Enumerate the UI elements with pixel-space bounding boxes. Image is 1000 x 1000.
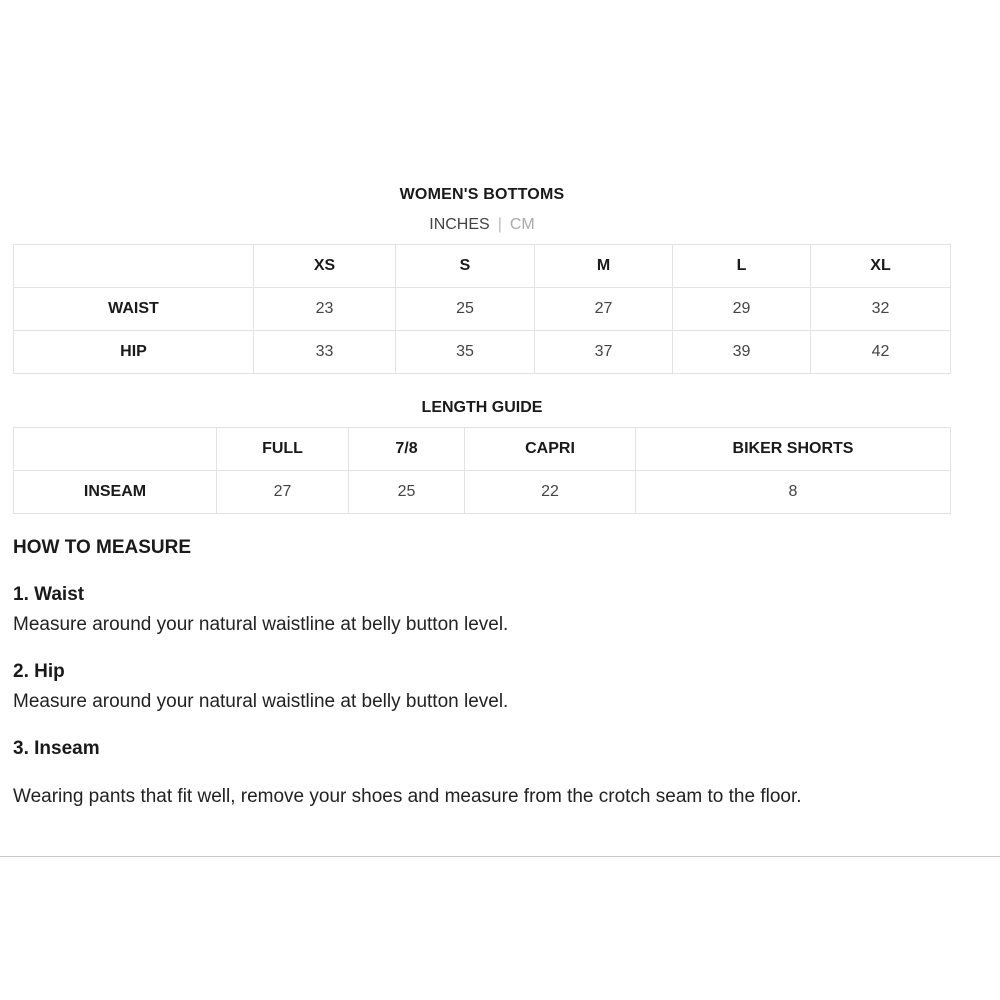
size-header-row (14, 245, 951, 288)
size-header-empty (14, 245, 254, 288)
table-cell: 8 (636, 471, 951, 514)
chart-title: WOMEN'S BOTTOMS (399, 186, 565, 203)
size-header-m: M (535, 245, 673, 288)
step-text-hip: Measure around your natural waistline at belly button level. (13, 691, 509, 712)
divider (0, 856, 1000, 857)
how-to-measure-heading: HOW TO MEASURE (13, 537, 192, 558)
length-header-capri: CAPRI (465, 428, 636, 471)
length-header-row (14, 428, 951, 471)
row-label-waist: WAIST (14, 288, 254, 331)
cm-unit-option[interactable]: CM (509, 216, 535, 233)
table-cell: 37 (535, 331, 673, 374)
step-title-hip: 2. Hip (13, 661, 65, 682)
row-label-hip: HIP (14, 331, 254, 374)
table-row (14, 471, 951, 514)
table-cell: 23 (254, 288, 396, 331)
size-header-s: S (396, 245, 535, 288)
size-header-l: L (673, 245, 811, 288)
step-text-inseam: Wearing pants that fit well, remove your shoes and measure from the crotch seam to the floor. (13, 786, 802, 807)
table-cell: 32 (811, 288, 951, 331)
table-row (14, 288, 951, 331)
length-header-seven-eighths: 7/8 (349, 428, 465, 471)
step-title-waist: 1. Waist (13, 584, 85, 605)
size-header-xl: XL (811, 245, 951, 288)
length-header-biker-shorts: BIKER SHORTS (636, 428, 951, 471)
table-cell: 42 (811, 331, 951, 374)
size-header-xs: XS (254, 245, 396, 288)
table-cell: 27 (535, 288, 673, 331)
table-cell: 22 (465, 471, 636, 514)
table-cell: 33 (254, 331, 396, 374)
table-cell: 39 (673, 331, 811, 374)
table-cell: 27 (217, 471, 349, 514)
length-guide-table (13, 427, 951, 514)
table-row (14, 331, 951, 374)
table-cell: 35 (396, 331, 535, 374)
table-cell: 25 (349, 471, 465, 514)
step-title-inseam: 3. Inseam (13, 738, 100, 759)
unit-toggle (0, 216, 964, 234)
size-table (13, 244, 951, 374)
table-cell: 25 (396, 288, 535, 331)
length-guide-title: LENGTH GUIDE (421, 399, 543, 416)
table-cell: 29 (673, 288, 811, 331)
length-header-empty (14, 428, 217, 471)
row-label-inseam: INSEAM (14, 471, 217, 514)
length-header-full: FULL (217, 428, 349, 471)
step-text-waist: Measure around your natural waistline at belly button level. (13, 614, 509, 635)
inches-unit-option[interactable]: INCHES (429, 216, 490, 233)
unit-separator: | (497, 216, 502, 233)
